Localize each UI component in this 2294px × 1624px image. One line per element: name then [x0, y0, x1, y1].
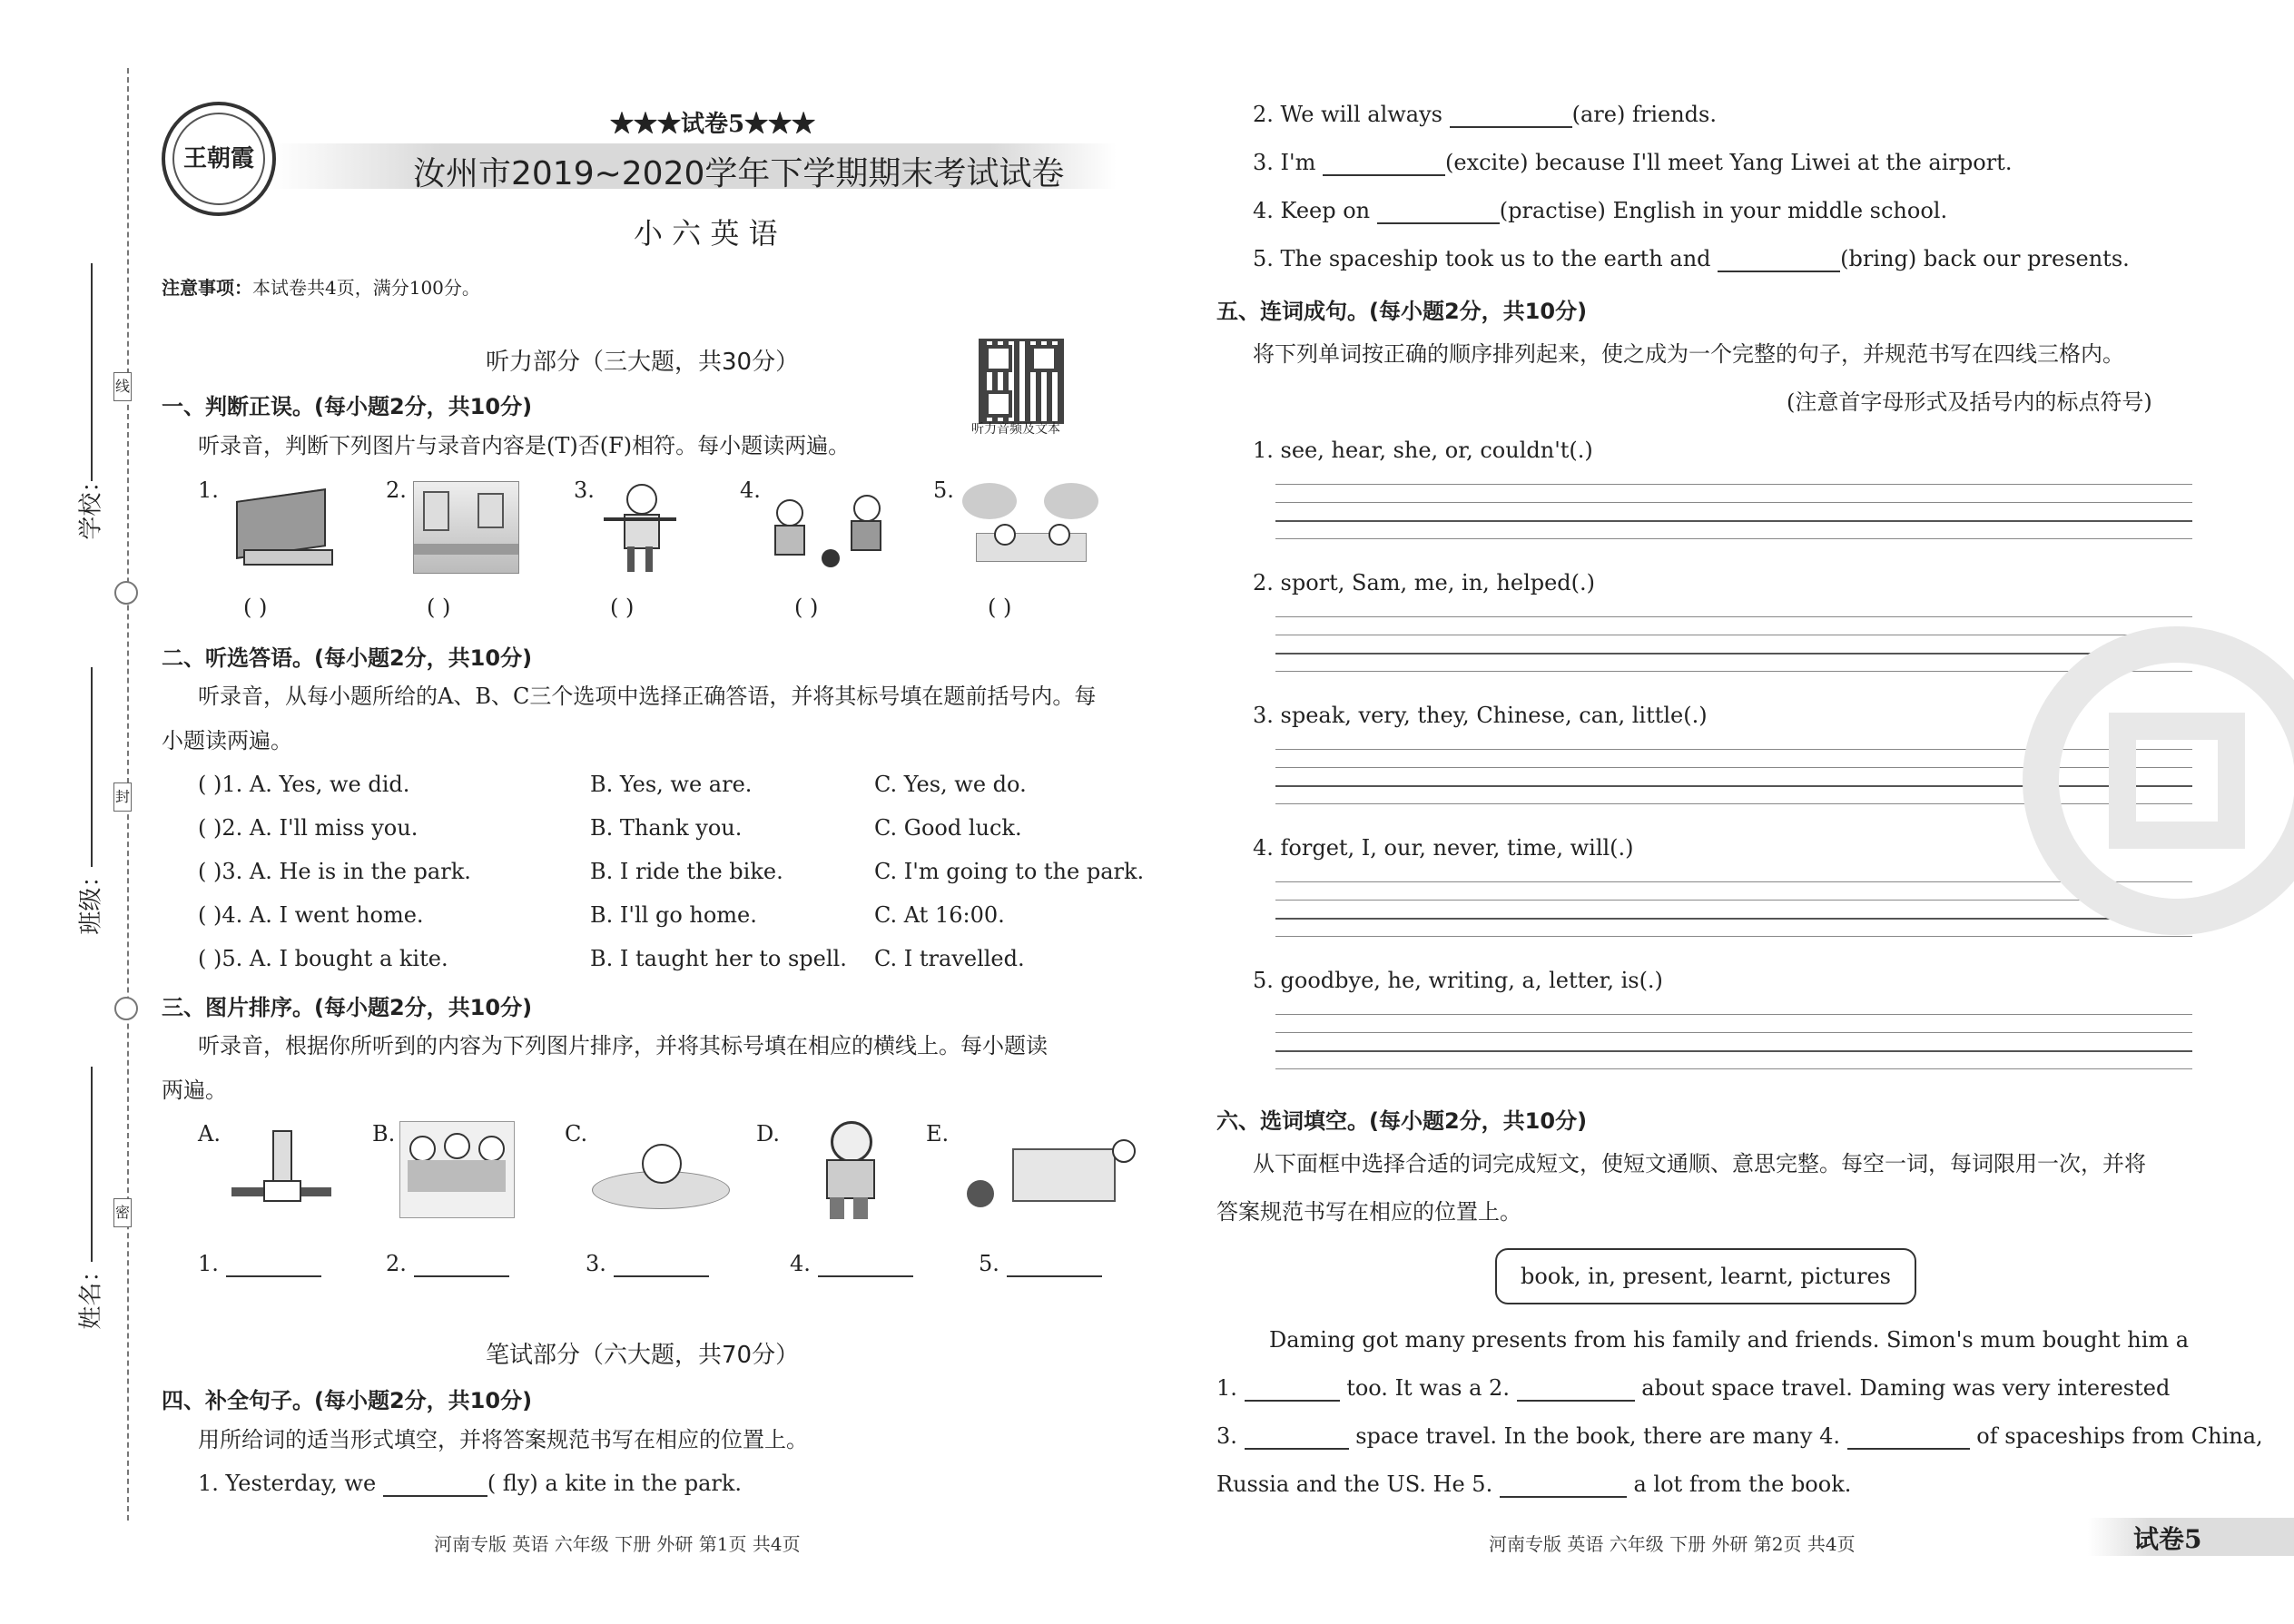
s5-item-1: 1. see, hear, she, or, couldn't(.): [1253, 438, 1593, 463]
footer-right: 河南专版 英语 六年级 下册 外研 第2页 共4页: [1489, 1533, 1856, 1555]
notice: [162, 277, 480, 299]
class-field[interactable]: [65, 667, 105, 940]
listening-title: 听力部分（三大题，共30分）: [486, 349, 800, 376]
class-label: 班级：: [77, 863, 105, 935]
footer-tag: 试卷5: [2133, 1524, 2202, 1554]
s1-num-1: 1.: [198, 477, 219, 503]
s4-item-5[interactable]: [1253, 246, 2130, 272]
s4-item-1-hint: ( fly): [487, 1471, 538, 1496]
section-6-title: 六、选词填空。(每小题2分，共10分): [1216, 1108, 1588, 1134]
s4-item-5-pre: 5. The spaceship took us to the earth and: [1253, 246, 1711, 271]
section-4-instruction: 用所给词的适当形式填空，并将答案规范书写在相应的位置上。: [198, 1427, 808, 1452]
s2-q5-c: C. I travelled.: [874, 946, 1025, 971]
s3-label-a: A.: [198, 1121, 221, 1147]
s2-q4-c: C. At 16:00.: [874, 902, 1005, 928]
seal-line: 线: [113, 372, 132, 401]
s4-item-4-pre: 4. Keep on: [1253, 198, 1371, 223]
s4-item-5-hint: (bring): [1840, 246, 1917, 271]
name-label: 姓名：: [77, 1258, 105, 1330]
s1-bracket-2[interactable]: ( ): [427, 595, 451, 620]
s4-item-1[interactable]: [198, 1471, 742, 1497]
seal-dense: 密: [113, 1198, 132, 1227]
word-box: book, in, present, learnt, pictures: [1495, 1248, 1916, 1304]
s5-item-4: 4. forget, I, our, never, time, will(.): [1253, 835, 1634, 861]
s3-blank-3-num: 3.: [586, 1251, 606, 1276]
s1-bracket-5[interactable]: ( ): [988, 595, 1012, 620]
section-2-title: 二、听选答语。(每小题2分，共10分): [162, 645, 533, 671]
s2-q4[interactable]: ( )4. A. I went home.: [198, 902, 424, 928]
banner-label: ★★★试卷5★★★: [610, 111, 816, 138]
s5-item-3: 3. speak, very, they, Chinese, can, little(.): [1253, 703, 1708, 728]
s2-q3-c: C. I'm going to the park.: [874, 859, 1145, 884]
s4-item-2[interactable]: [1253, 102, 1717, 128]
picnic-image: [958, 483, 1103, 574]
s2-q4-b: B. I'll go home.: [590, 902, 757, 928]
s3-blank-5[interactable]: [979, 1251, 1102, 1277]
writing-title: 笔试部分（六大题，共70分）: [486, 1342, 800, 1369]
s3-blank-3[interactable]: [586, 1251, 709, 1277]
s4-item-5-post: back our presents.: [1923, 246, 2130, 271]
s3-label-e: E.: [926, 1121, 950, 1147]
s1-bracket-3[interactable]: ( ): [610, 595, 635, 620]
s2-q2-c: C. Good luck.: [874, 815, 1022, 841]
section-5-instruction: 将下列单词按正确的顺序排列起来，使之成为一个完整的句子，并规范书写在四线三格内。: [1253, 341, 2124, 367]
s2-q1-c: C. Yes, we do.: [874, 772, 1027, 797]
s4-item-1-pre: 1. Yesterday, we: [198, 1471, 377, 1496]
s4-item-4-hint: (practise): [1499, 198, 1606, 223]
section-2-instruction-1: 听录音，从每小题所给的A、B、C三个选项中选择正确答语，并将其标号填在题前括号内。每: [198, 684, 1097, 709]
s2-q2-b: B. Thank you.: [590, 815, 743, 841]
s3-label-c: C.: [565, 1121, 588, 1147]
s4-item-2-pre: 2. We will always: [1253, 102, 1442, 127]
passage-line-2[interactable]: [1216, 1375, 2170, 1402]
notice-text: 本试卷共4页，满分100分。: [252, 277, 480, 299]
s5-item-2: 2. sport, Sam, me, in, helped(.): [1253, 570, 1596, 595]
s3-blank-4[interactable]: [790, 1251, 913, 1277]
s2-q5-b: B. I taught her to spell.: [590, 946, 847, 971]
s1-num-2: 2.: [386, 477, 407, 503]
s2-q5[interactable]: ( )5. A. I bought a kite.: [198, 946, 448, 971]
s1-bracket-4[interactable]: ( ): [794, 595, 819, 620]
s5-lines-1[interactable]: [1275, 479, 2192, 543]
s4-item-3[interactable]: [1253, 150, 2012, 176]
notice-label: 注意事项：: [162, 277, 252, 299]
p4-b: a lot from the book.: [1633, 1471, 1852, 1497]
passage-line-3[interactable]: [1216, 1423, 2263, 1450]
s3-label-b: B.: [372, 1121, 396, 1147]
qr-code[interactable]: [979, 339, 1064, 424]
space-station-image: [227, 1126, 336, 1216]
s5-item-5: 5. goodbye, he, writing, a, letter, is(.): [1253, 968, 1663, 993]
section-3-instruction-1: 听录音，根据你所听到的内容为下列图片排序，并将其标号填在相应的横线上。每小题读: [198, 1033, 1048, 1058]
swimming-image: [592, 1135, 728, 1216]
section-1-title: 一、判断正误。(每小题2分，共10分): [162, 394, 533, 419]
s4-item-3-post: because I'll meet Yang Liwei at the airport.: [1535, 150, 2013, 175]
s4-item-4-post: English in your middle school.: [1612, 198, 1948, 223]
s4-item-3-hint: (excite): [1445, 150, 1529, 175]
logo: [162, 102, 276, 216]
s4-item-2-post: friends.: [1631, 102, 1717, 127]
astronaut-image: [817, 1121, 881, 1221]
binding-hole-2: [114, 997, 138, 1020]
footer-left: 河南专版 英语 六年级 下册 外研 第1页 共4页: [434, 1533, 801, 1555]
boy-image: [604, 479, 676, 575]
s3-blank-2[interactable]: [386, 1251, 509, 1277]
s4-item-4[interactable]: [1253, 198, 1947, 224]
s3-blank-2-num: 2.: [386, 1251, 407, 1276]
s1-num-5: 5.: [933, 477, 954, 503]
name-field[interactable]: [65, 1067, 105, 1339]
section-2-instruction-2: 小题读两遍。: [162, 728, 292, 753]
section-3-instruction-2: 两遍。: [162, 1078, 227, 1103]
binding-hole-1: [114, 581, 138, 605]
book-image: [227, 486, 336, 567]
logo-text: 王朝霞: [182, 145, 254, 172]
s3-label-d: D.: [756, 1121, 781, 1147]
subject-title: 小 六 英 语: [634, 216, 778, 251]
s4-item-2-hint: (are): [1571, 102, 1626, 127]
section-3-title: 三、图片排序。(每小题2分，共10分): [162, 995, 533, 1020]
p2-b: too. It was a 2.: [1346, 1375, 1510, 1401]
s1-num-3: 3.: [574, 477, 595, 503]
s5-lines-5[interactable]: [1275, 1009, 2192, 1073]
s5-lines-2[interactable]: [1275, 612, 2192, 675]
s2-q1[interactable]: ( )1. A. Yes, we did.: [198, 772, 410, 797]
football-image: [767, 490, 894, 572]
s4-item-1-post: a kite in the park.: [545, 1471, 743, 1496]
school-label: 学校：: [77, 468, 105, 540]
p4-a: Russia and the US. He 5.: [1216, 1471, 1493, 1497]
s2-q1-b: B. Yes, we are.: [590, 772, 753, 797]
qr-caption: 听力音频及文本: [971, 422, 1060, 437]
seal-seal: 封: [113, 782, 132, 812]
passage-line-1: Daming got many presents from his family and friends. Simon's mum bought him a: [1269, 1327, 2190, 1353]
p3-a: 3.: [1216, 1423, 1237, 1449]
classroom-image: [958, 1130, 1130, 1221]
children-image: [399, 1121, 515, 1218]
section-6-instruction-1: 从下面框中选择合适的词完成短文，使短文通顺、意思完整。每空一词，每词限用一次，并将: [1253, 1151, 2146, 1176]
s3-blank-1[interactable]: [198, 1251, 321, 1277]
school-field[interactable]: [65, 263, 105, 540]
section-5-title: 五、连词成句。(每小题2分，共10分): [1216, 299, 1588, 324]
exam-title: 汝州市2019~2020学年下学期期末考试试卷: [413, 155, 1065, 192]
s5-lines-4[interactable]: [1275, 877, 2192, 940]
passage-line-4[interactable]: [1216, 1471, 1851, 1498]
p2-c: about space travel. Daming was very interested: [1641, 1375, 2171, 1401]
p3-c: of spaceships from China,: [1976, 1423, 2263, 1449]
great-wall-image: [413, 481, 519, 574]
s3-blank-4-num: 4.: [790, 1251, 811, 1276]
p3-b: space travel. In the book, there are many 4.: [1355, 1423, 1840, 1449]
s3-blank-5-num: 5.: [979, 1251, 999, 1276]
s2-q2[interactable]: ( )2. A. I'll miss you.: [198, 815, 418, 841]
section-1-instruction: 听录音，判断下列图片与录音内容是(T)否(F)相符。每小题读两遍。: [198, 433, 851, 458]
s1-bracket-1[interactable]: ( ): [243, 595, 268, 620]
section-6-instruction-2: 答案规范书写在相应的位置上。: [1216, 1199, 1521, 1225]
section-4-title: 四、补全句子。(每小题2分，共10分): [162, 1388, 533, 1413]
s2-q3[interactable]: ( )3. A. He is in the park.: [198, 859, 471, 884]
s1-num-4: 4.: [740, 477, 761, 503]
s3-blank-1-num: 1.: [198, 1251, 219, 1276]
s2-q3-b: B. I ride the bike.: [590, 859, 783, 884]
s4-item-3-pre: 3. I'm: [1253, 150, 1316, 175]
section-5-note: (注意首字母形式及括号内的标点符号): [1787, 389, 2152, 415]
p2-a: 1.: [1216, 1375, 1237, 1401]
